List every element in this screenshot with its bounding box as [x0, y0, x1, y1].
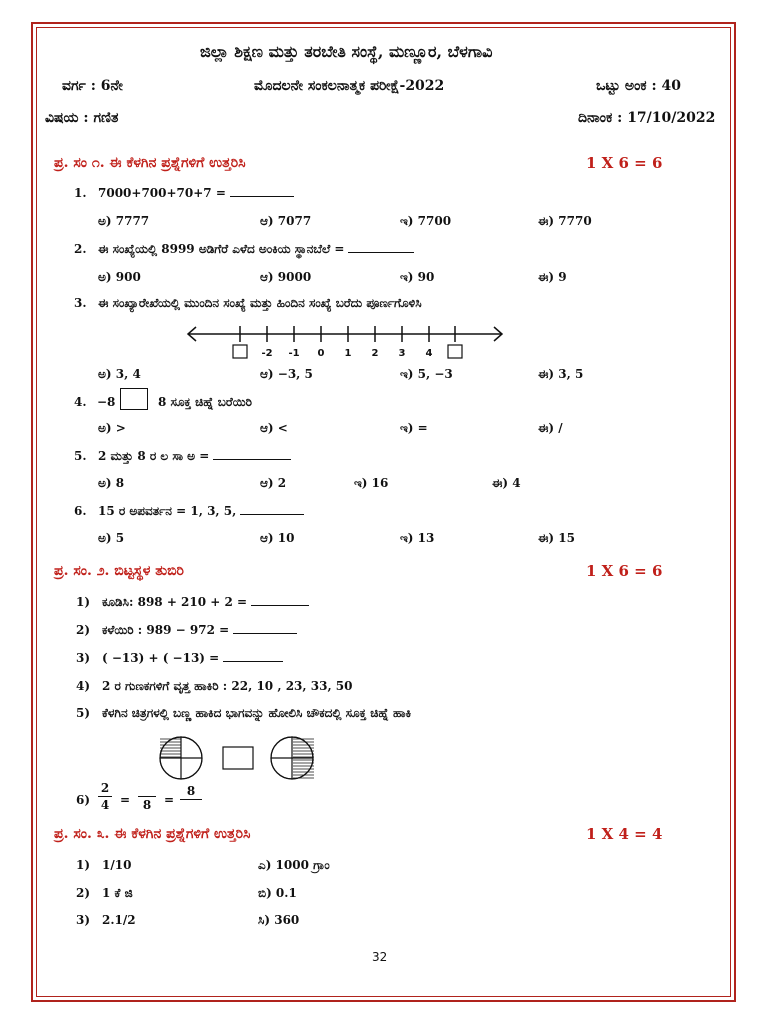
equals-sign-1: =	[120, 793, 131, 807]
q2-text: ಈ ಸಂಖ್ಯೆಯಲ್ಲಿ 8999 ಅಡಿಗೆರೆ ಎಳೆದ ಅಂಕಿಯ ಸ್ಥಾನಬೆಲೆ =	[98, 242, 345, 256]
fraction-denominator: 4	[100, 798, 110, 812]
fraction-bar	[138, 796, 156, 797]
q1-option-d[interactable]: ಈ) 7770	[538, 214, 592, 228]
s2-item2-blank[interactable]	[233, 623, 297, 634]
q1-number: 1.	[74, 186, 87, 200]
q2-option-c[interactable]: ಇ) 90	[400, 270, 435, 284]
exam-date: ದಿನಾಂಕ : 17/10/2022	[578, 110, 716, 126]
fraction-bar	[98, 796, 112, 797]
number-line-answer-box-right[interactable]	[448, 345, 462, 358]
q3-option-c[interactable]: ಇ) 5, −3	[400, 367, 453, 381]
q6-number: 6.	[74, 504, 87, 518]
q4-text: 8 ಸೂಕ್ತ ಚಿಹ್ನೆ ಬರೆಯಿರಿ	[158, 395, 252, 409]
q3-option-d[interactable]: ಈ) 3, 5	[538, 367, 584, 381]
q4-option-a[interactable]: ಅ) >	[98, 421, 126, 435]
tick-label-2: 2	[371, 348, 379, 359]
q5-text: 2 ಮತ್ತು 8 ರ ಲ ಸಾ ಅ =	[98, 449, 210, 463]
tick-label-neg1: -1	[288, 348, 300, 359]
q4-option-c[interactable]: ಇ) =	[400, 421, 428, 435]
tick-label-3: 3	[398, 348, 406, 359]
s2-item2-number: 2)	[76, 623, 91, 637]
s3-row1-left: 1/10	[102, 858, 132, 872]
q4-option-d[interactable]: ಈ) /	[538, 421, 563, 435]
tick-label-0: 0	[317, 348, 325, 359]
s2-item1-number: 1)	[76, 595, 91, 609]
fraction-8-blank[interactable]	[180, 784, 202, 815]
s2-item3-blank[interactable]	[223, 651, 283, 662]
s3-row1-number: 1)	[76, 858, 91, 872]
q2-option-d[interactable]: ಈ) 9	[538, 270, 567, 284]
number-line-answer-box-left[interactable]	[233, 345, 247, 358]
q5-row	[98, 449, 291, 464]
section3-marks: 1 X 4 = 4	[586, 825, 663, 843]
class-label: ವರ್ಗ : 6ನೇ	[62, 78, 123, 94]
q5-option-c[interactable]: ಇ) 16	[354, 476, 389, 490]
q6-option-c[interactable]: ಇ) 13	[400, 531, 435, 545]
s3-row1-right: ಎ) 1000 ಗ್ರಾಂ	[258, 858, 330, 872]
fraction-numerator: 2	[100, 781, 110, 795]
fraction-figures	[158, 736, 318, 782]
circle-half-shaded	[271, 737, 316, 779]
q2-blank[interactable]	[348, 242, 414, 253]
q4-pre: −8	[97, 395, 116, 409]
q1-option-c[interactable]: ಇ) 7700	[400, 214, 452, 228]
q6-option-b[interactable]: ಆ) 10	[260, 531, 295, 545]
page-number: 32	[372, 950, 388, 964]
section1-title: ಪ್ರ. ಸಂ ೧. ಈ ಕೆಳಗಿನ ಪ್ರಶ್ನೆಗಳಿಗೆ ಉತ್ತರಿಸಿ	[54, 155, 246, 171]
fraction-denominator: 8	[142, 798, 152, 812]
s3-row3-right: ಸಿ) 360	[258, 913, 300, 927]
q2-option-a[interactable]: ಅ) 900	[98, 270, 141, 284]
circle-quarters-shaded	[158, 737, 202, 779]
s2-item4-text: 2 ರ ಗುಣಕಗಳಿಗೆ ವೃತ್ತ ಹಾಕಿರಿ : 22, 10 , 23, 33, 50	[102, 679, 353, 693]
s2-item3-row	[102, 651, 283, 665]
equals-sign-2: =	[164, 793, 175, 807]
q4-number: 4.	[74, 395, 87, 409]
fraction-denominator-blank[interactable]	[180, 801, 202, 815]
exam-title: ಮೊದಲನೇ ಸಂಕಲನಾತ್ಮಕ ಪರೀಕ್ಷೆ-2022	[254, 78, 445, 94]
fraction-numerator-blank[interactable]	[138, 781, 156, 795]
s2-item5-number: 5)	[76, 706, 91, 720]
tick-label-neg2: -2	[261, 348, 273, 359]
q4-option-b[interactable]: ಆ) <	[260, 421, 288, 435]
q2-option-b[interactable]: ಆ) 9000	[260, 270, 312, 284]
compare-answer-box[interactable]	[223, 747, 253, 769]
q6-text: 15 ರ ಅಪವರ್ತನ = 1, 3, 5,	[98, 504, 237, 518]
s2-item6-number: 6)	[76, 793, 91, 807]
q5-blank[interactable]	[213, 449, 291, 460]
q1-option-a[interactable]: ಅ) 7777	[98, 214, 150, 228]
q3-option-b[interactable]: ಆ) −3, 5	[260, 367, 313, 381]
q6-option-a[interactable]: ಅ) 5	[98, 531, 125, 545]
q2-row	[98, 242, 414, 257]
q4-answer-box[interactable]	[120, 388, 148, 410]
fraction-numerator: 8	[186, 784, 196, 798]
tick-label-4: 4	[425, 348, 433, 359]
fraction-blank-8[interactable]	[138, 781, 156, 812]
tick-label-1: 1	[344, 348, 352, 359]
total-marks: ಒಟ್ಟು ಅಂಕ : 40	[596, 78, 682, 94]
s2-item3-number: 3)	[76, 651, 91, 665]
s2-item2-text: ಕಳೆಯಿರಿ : 989 − 972 =	[102, 623, 230, 637]
s3-row2-number: 2)	[76, 886, 91, 900]
section2-marks: 1 X 6 = 6	[586, 562, 663, 580]
s2-item5-text: ಕೆಳಗಿನ ಚಿತ್ರಗಳಲ್ಲಿ ಬಣ್ಣ ಹಾಕಿದ ಭಾಗವನ್ನು ಹೋಲಿಸಿ ಚೌಕದಲ್ಲಿ ಸೂಕ್ತ ಚಿಹ್ನೆ ಹಾಕಿ	[102, 706, 412, 720]
q6-row	[98, 504, 304, 519]
s2-item1-text: ಕೂಡಿಸಿ: 898 + 210 + 2 =	[102, 595, 248, 609]
s2-item4-number: 4)	[76, 679, 91, 693]
q5-option-d[interactable]: ಈ) 4	[492, 476, 521, 490]
subject-label: ವಿಷಯ : ಗಣಿತ	[45, 110, 119, 126]
q1-option-b[interactable]: ಆ) 7077	[260, 214, 312, 228]
q1-blank[interactable]	[230, 186, 294, 197]
q2-number: 2.	[74, 242, 87, 256]
q3-option-a[interactable]: ಅ) 3, 4	[98, 367, 141, 381]
s3-row2-right: ಬಿ) 0.1	[258, 886, 297, 900]
q5-number: 5.	[74, 449, 87, 463]
s3-row3-number: 3)	[76, 913, 91, 927]
section1-marks: 1 X 6 = 6	[586, 154, 663, 172]
q1-row	[98, 186, 294, 200]
fraction-bar	[180, 799, 202, 800]
q5-option-a[interactable]: ಅ) 8	[98, 476, 125, 490]
fraction-2-4	[98, 781, 112, 812]
s3-row3-left: 2.1/2	[102, 913, 136, 927]
q3-text: ಈ ಸಂಖ್ಯಾರೇಖೆಯಲ್ಲಿ ಮುಂದಿನ ಸಂಖ್ಯೆ ಮತ್ತು ಹಿಂದಿನ ಸಂಖ್ಯೆ ಬರೆದು ಪೂರ್ಣಗೊಳಿಸಿ	[98, 296, 422, 310]
s2-item1-row	[102, 595, 309, 610]
section3-title: ಪ್ರ. ಸಂ. ೩. ಈ ಕೆಳಗಿನ ಪ್ರಶ್ನೆಗಳಿಗೆ ಉತ್ತರಿಸಿ	[54, 826, 251, 842]
s2-item1-blank[interactable]	[251, 595, 309, 606]
q5-option-b[interactable]: ಆ) 2	[260, 476, 287, 490]
s3-row2-left: 1 ಕೆ ಜಿ	[102, 886, 133, 900]
q3-number: 3.	[74, 296, 87, 310]
q6-option-d[interactable]: ಈ) 15	[538, 531, 575, 545]
school-title: ಜಿಲ್ಲಾ ಶಿಕ್ಷಣ ಮತ್ತು ತರಬೇತಿ ಸಂಸ್ಥೆ, ಮಣ್ಣೂರ, ಬೆಳಗಾವಿ	[200, 42, 493, 61]
q6-blank[interactable]	[240, 504, 304, 515]
section2-title: ಪ್ರ. ಸಂ. ೨. ಬಿಟ್ಟಸ್ಥಳ ತುಬಿರಿ	[54, 563, 184, 579]
number-line	[180, 318, 510, 362]
s2-item3-text: ( −13) + ( −13) =	[102, 651, 220, 665]
q1-text: 7000+700+70+7 =	[98, 186, 226, 200]
s2-item2-row	[102, 623, 297, 638]
